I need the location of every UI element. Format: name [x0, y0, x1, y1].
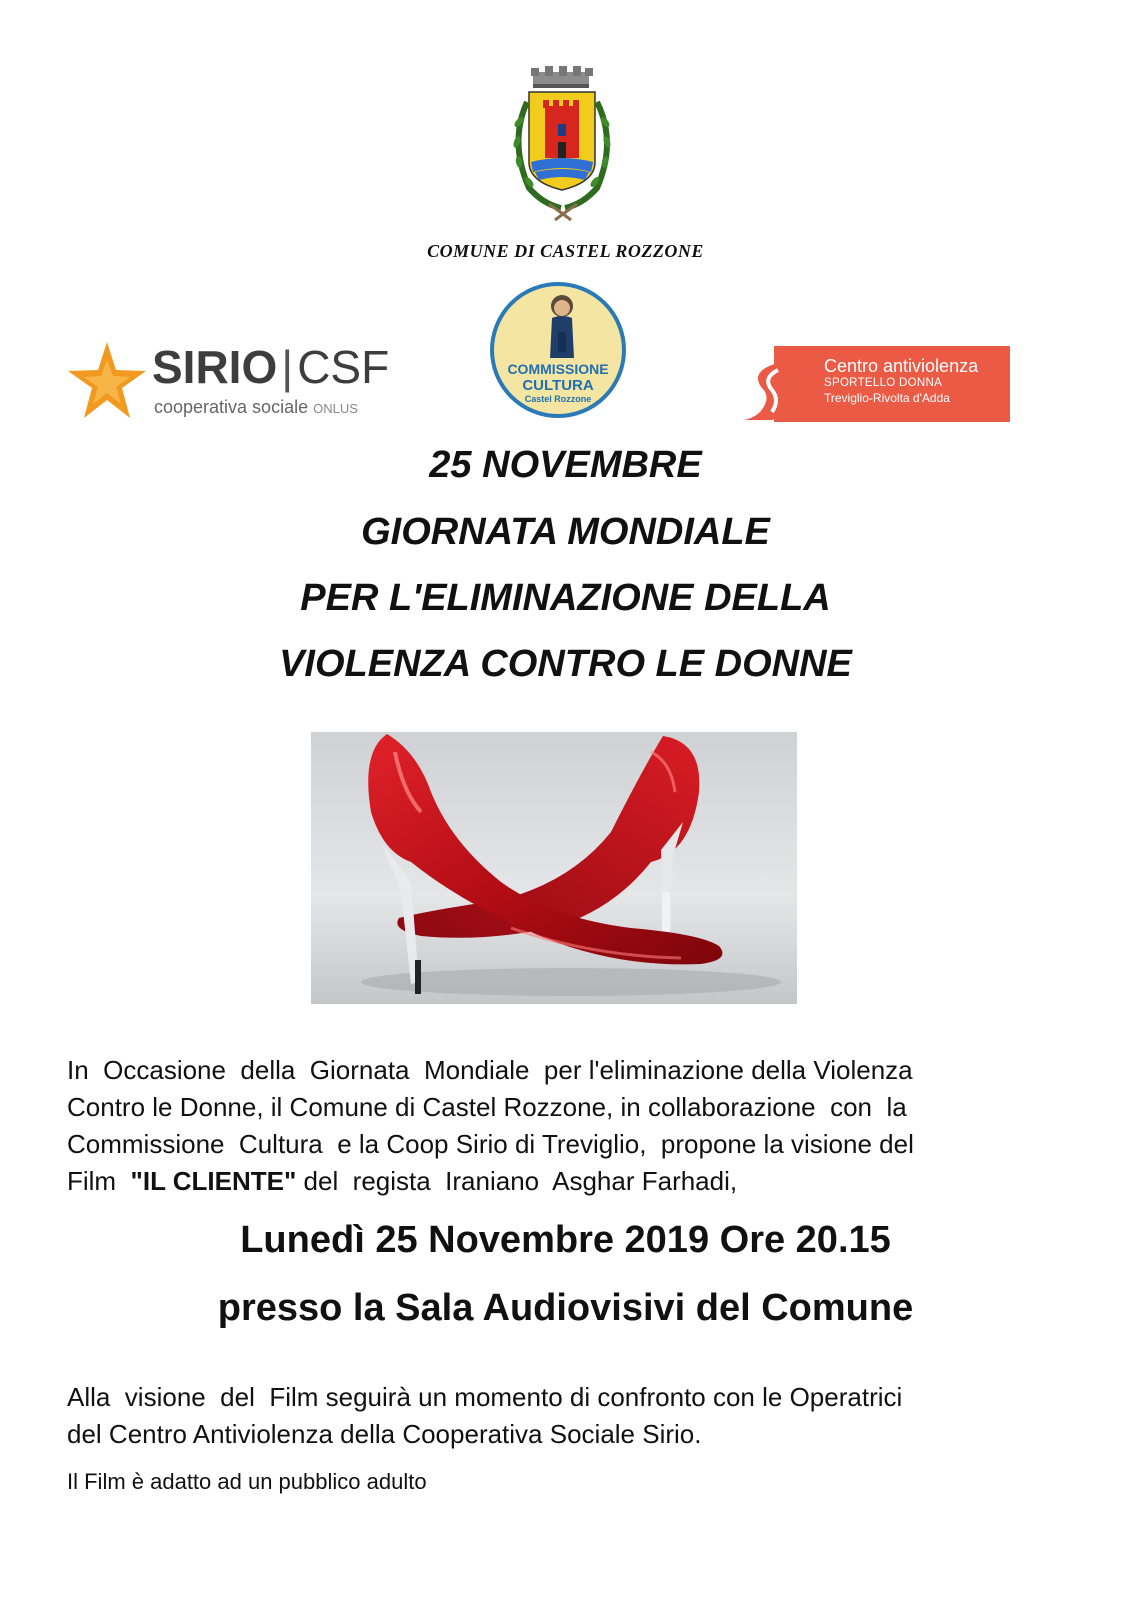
star-icon — [66, 340, 148, 422]
centro-subtitle: SPORTELLO DONNA — [824, 377, 943, 389]
badge-line1: COMMISSIONE — [507, 361, 609, 377]
intro-line4 — [67, 1163, 1057, 1200]
film-title: "IL CLIENTE" — [130, 1166, 297, 1196]
municipality-name: COMUNE DI CASTEL ROZZONE — [427, 241, 704, 261]
commissione-cultura-logo — [490, 282, 626, 418]
figure-icon — [538, 292, 586, 362]
headline-line2: GIORNATA MONDIALE — [361, 511, 770, 553]
csf-brand: CSF — [297, 341, 390, 393]
sirio-brand: SIRIO — [152, 341, 278, 393]
municipal-crest — [505, 62, 625, 222]
sirio-subtitle: cooperativa sociale — [154, 397, 309, 417]
centro-location: Treviglio-Rivolta d'Adda — [824, 391, 950, 405]
sirio-separator: | — [281, 341, 294, 393]
intro-line1: In Occasione della Giornata Mondiale per l'eliminazione della Violenza — [67, 1055, 913, 1085]
followup-paragraph — [67, 1379, 1057, 1453]
red-shoes-photo — [311, 732, 797, 1004]
intro-line4-post: del regista Iraniano Asghar Farhadi, — [296, 1166, 738, 1196]
event-location: presso la Sala Audiovisivi del Comune — [217, 1287, 914, 1329]
centro-title: Centro antiviolenza — [824, 356, 979, 376]
intro-line4-pre: Film — [67, 1166, 131, 1196]
sirio-csf-logo — [66, 340, 396, 430]
followup-line1: Alla visione del Film seguirà un momento di confronto con le Operatrici — [67, 1382, 903, 1412]
intro-paragraph — [67, 1052, 1057, 1200]
intro-line2: Contro le Donne, il Comune di Castel Rozzone, in collaborazione con la — [67, 1092, 907, 1122]
followup-line2: del Centro Antiviolenza della Cooperativa Sociale Sirio. — [67, 1419, 702, 1449]
headline-line3: PER L'ELIMINAZIONE DELLA — [300, 577, 831, 619]
badge-line3: Castel Rozzone — [524, 394, 592, 404]
event-date-time: Lunedì 25 Novembre 2019 Ore 20.15 — [240, 1219, 891, 1261]
s-swoosh-icon — [742, 360, 812, 422]
headline-date: 25 NOVEMBRE — [429, 444, 702, 486]
centro-antiviolenza-logo — [742, 346, 1010, 422]
headline-line4: VIOLENZA CONTRO LE DONNE — [279, 643, 852, 685]
intro-line3: Commissione Cultura e la Coop Sirio di Treviglio, propone la visione del — [67, 1129, 914, 1159]
badge-line2: CULTURA — [522, 377, 594, 394]
sirio-onlus: ONLUS — [313, 401, 358, 416]
audience-note: Il Film è adatto ad un pubblico adulto — [67, 1469, 427, 1494]
